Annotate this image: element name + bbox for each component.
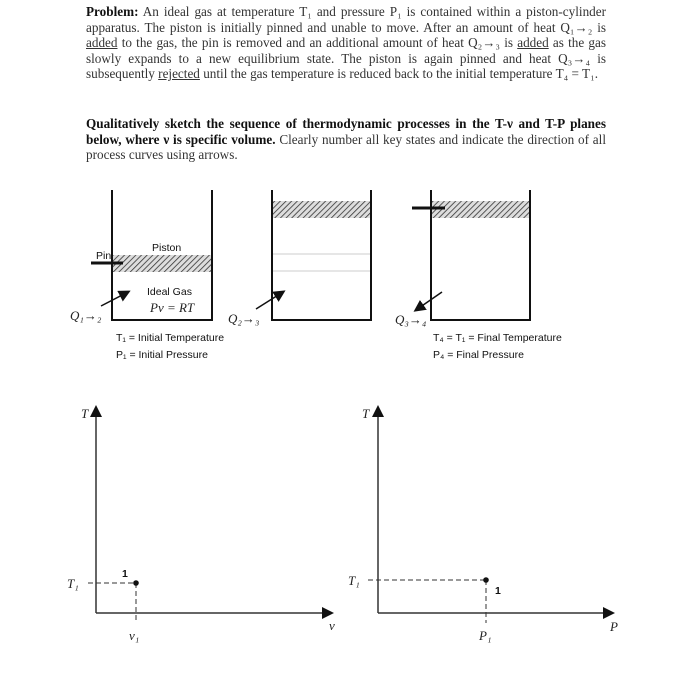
cylinder-expanded [228,190,371,326]
cylinder-initial [70,190,224,361]
state-1-point [483,577,489,583]
p-axis-label: P [610,619,618,634]
heat-in-arrow-icon [101,292,128,306]
piston-label: Piston [152,242,182,254]
instruction-bold: Qualitatively sketch the sequence of thermodynamic processes in the T-ν and T-P planes below, where ν is specific volume. [86,116,606,147]
pin-label: Pin [96,250,112,262]
t-axis-label: T [81,406,89,421]
underlined-rejected: rejected [158,66,200,82]
problem-text: as the gas slowly expands to a new equilibrium state. The piston is again pinned and heat Q₃→₄ is subsequently [86,35,606,82]
t1-tick-label: T₁ [67,576,79,591]
q12-label: Q₁→₂ [70,308,102,323]
state-1-label: 1 [122,568,128,580]
state-1-label: 1 [495,585,501,597]
heat-out-arrow-icon [416,292,442,310]
tp-plot [348,406,618,643]
initial-pressure-label: P₁ = Initial Pressure [116,349,208,361]
q34-label: Q₃→₄ [395,312,427,327]
piston [113,255,211,272]
ideal-gas-equation: Pv = RT [150,300,195,315]
heat-in-arrow-icon [256,292,283,309]
piston [432,201,529,218]
tv-plot [67,406,335,643]
problem-text: to the gas, the pin is removed and an additional amount of heat Q₂→₃ is [117,35,518,51]
problem-label: Problem: [86,4,139,19]
underlined-added-1: added [86,35,118,51]
state-1-point [133,580,139,586]
problem-text: until the gas temperature is reduced back to the initial temperature T₄ = T₁. [199,66,598,82]
underlined-added-2: added [517,35,549,51]
cylinder-final [395,190,562,361]
v-axis-label: v [329,618,335,633]
gas-label: Ideal Gas [147,286,192,298]
instruction-text: Clearly number all key states and indicate the direction of all process curves using arrows. [86,131,606,163]
t1-tick-label: T₁ [348,573,360,588]
p1-tick-label: P₁ [479,628,492,643]
v1-tick-label: v₁ [129,628,140,643]
problem-text: An ideal gas at temperature T₁ and pressure P₁ is contained within a piston-cylinder apparatus. The piston is initially pinned and unable to move. After an amount of heat Q₁→₂ is [86,4,606,35]
q23-label: Q₂→₃ [228,311,260,326]
final-temperature-label: T₄ = T₁ = Final Temperature [433,332,562,344]
initial-temperature-label: T₁ = Initial Temperature [116,332,225,344]
piston [273,201,370,218]
final-pressure-label: P₄ = Final Pressure [433,349,524,361]
t-axis-label: T [362,406,370,421]
